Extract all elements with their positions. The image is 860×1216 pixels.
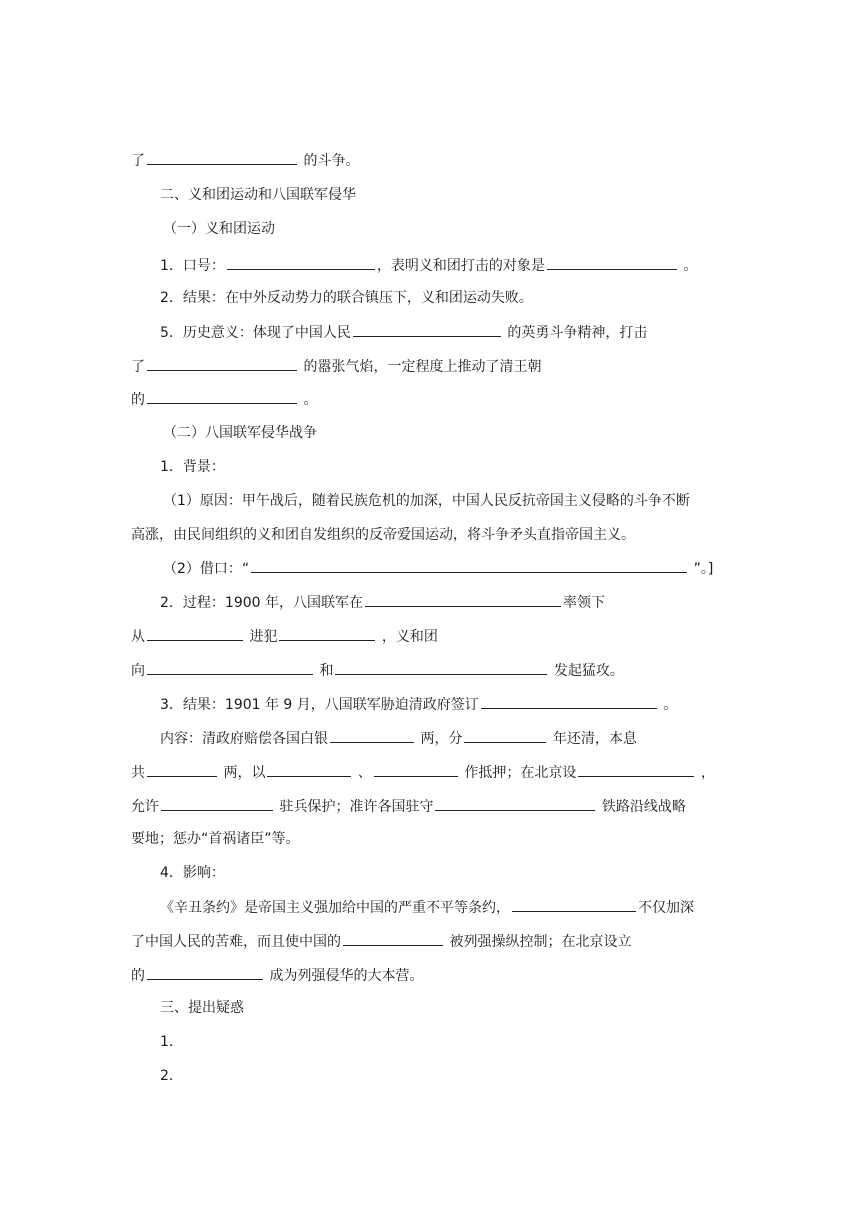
text-segment: ，表明义和团打击的对象是 <box>376 258 545 274</box>
text-line <box>160 728 637 748</box>
text-line <box>160 255 697 275</box>
text-segment: 发起猛攻。 <box>553 663 624 679</box>
text-line <box>131 150 359 170</box>
text-segment: 两，分 <box>420 731 463 747</box>
text-segment: 的英勇斗争精神，打击 <box>507 325 648 341</box>
fill-blank[interactable] <box>578 762 694 777</box>
text-segment: 作抵押；在北京设 <box>464 765 577 781</box>
fill-blank[interactable] <box>374 762 458 777</box>
text-segment: 。 <box>683 258 698 274</box>
text-line <box>131 626 438 646</box>
text-line <box>131 762 715 782</box>
text-line <box>131 931 631 951</box>
text-line <box>131 660 624 680</box>
text-segment: 5．历史意义：体现了中国人民 <box>160 325 351 341</box>
text-segment: 2．过程：1900 年，八国联军在 <box>160 595 363 611</box>
text-segment: 。 <box>303 392 318 408</box>
section-heading: 二、义和团运动和八国联军侵华 <box>160 187 356 203</box>
text-segment: 不仅加深 <box>638 900 694 916</box>
text-line <box>163 558 713 578</box>
text-segment: 成为列强侵华的大本营。 <box>269 968 424 984</box>
fill-blank[interactable] <box>147 150 297 165</box>
text-segment: 了 <box>131 359 145 375</box>
text-segment: 允许 <box>131 799 159 815</box>
text-segment: 了 <box>131 153 145 169</box>
text-segment: 内容：清政府赔偿各国白银 <box>160 731 328 747</box>
text-segment: 。 <box>663 697 678 713</box>
fill-blank[interactable] <box>464 728 546 743</box>
text-line <box>160 322 647 342</box>
fill-blank[interactable] <box>330 728 414 743</box>
text-segment: 共 <box>131 765 145 781</box>
text-segment: 1．口号： <box>160 258 225 274</box>
fill-blank[interactable] <box>512 897 636 912</box>
text-segment: 《辛丑条约》是帝国主义强加给中国的严重不平等条约， <box>160 900 510 916</box>
fill-blank[interactable] <box>343 931 443 946</box>
fill-blank[interactable] <box>227 255 375 270</box>
fill-blank[interactable] <box>279 626 375 641</box>
text-line <box>160 592 605 612</box>
section-heading: 三、提出疑惑 <box>160 1000 244 1016</box>
subsection-heading: （二）八国联军侵华战争 <box>163 425 317 441</box>
text-line: 高涨，由民间组织的义和团自发组织的反帝爱国运动，将斗争矛头直指帝国主义。 <box>131 527 635 543</box>
text-segment: ”。] <box>693 561 714 577</box>
text-line: 1．背景： <box>160 459 225 475</box>
text-line <box>131 796 686 816</box>
fill-blank[interactable] <box>251 558 687 573</box>
text-segment: 的 <box>131 968 145 984</box>
text-segment: ，义和团 <box>381 629 438 645</box>
text-segment: 的嚣张气焰，一定程度上推动了清王朝 <box>303 359 542 375</box>
fill-blank[interactable] <box>147 389 297 404</box>
text-segment: 了中国人民的苦难，而且使中国的 <box>131 934 341 950</box>
text-segment: 铁路沿线战略 <box>601 799 686 815</box>
fill-blank[interactable] <box>147 626 243 641</box>
fill-blank[interactable] <box>481 694 657 709</box>
fill-blank[interactable] <box>161 796 273 811</box>
text-line <box>131 389 317 409</box>
text-line: 要地；惩办“首祸诸臣”等。 <box>131 831 300 847</box>
text-segment: 3．结果：1901 年 9 月，八国联军胁迫清政府签订 <box>160 697 479 713</box>
text-line <box>160 897 694 917</box>
text-segment: ， <box>700 765 715 781</box>
text-segment: （2）借口：“ <box>163 561 250 577</box>
fill-blank[interactable] <box>353 322 501 337</box>
fill-blank[interactable] <box>147 356 297 371</box>
text-line <box>131 356 541 376</box>
fill-blank[interactable] <box>147 965 263 980</box>
fill-blank[interactable] <box>267 762 351 777</box>
text-segment: 的 <box>131 392 145 408</box>
text-line: 2．结果：在中外反动势力的联合镇压下，义和团运动失败。 <box>160 290 533 306</box>
text-segment: 的斗争。 <box>303 153 360 169</box>
text-segment: 和 <box>319 663 334 679</box>
text-segment: 、 <box>357 765 372 781</box>
text-segment: 进犯 <box>249 629 278 645</box>
text-line <box>160 694 677 714</box>
fill-blank[interactable] <box>335 660 547 675</box>
fill-blank[interactable] <box>547 255 677 270</box>
fill-blank[interactable] <box>435 796 595 811</box>
text-segment: 从 <box>131 629 145 645</box>
text-segment: 两，以 <box>223 765 266 781</box>
subsection-heading: （一）义和团运动 <box>163 221 275 237</box>
fill-blank[interactable] <box>365 592 561 607</box>
text-line <box>131 965 423 985</box>
fill-blank[interactable] <box>147 762 217 777</box>
question-number: 1． <box>160 1034 183 1050</box>
fill-blank[interactable] <box>147 660 313 675</box>
text-line: 4．影响： <box>160 865 225 881</box>
text-segment: 驻兵保护；准许各国驻守 <box>279 799 434 815</box>
text-segment: 被列强操纵控制；在北京设立 <box>449 934 632 950</box>
text-segment: 向 <box>131 663 145 679</box>
question-number: 2． <box>160 1068 183 1084</box>
text-line: （1）原因：甲午战后，随着民族危机的加深，中国人民反抗帝国主义侵略的斗争不断 <box>163 493 690 509</box>
text-segment: 年还清，本息 <box>552 731 637 747</box>
text-segment: 率领下 <box>563 595 605 611</box>
